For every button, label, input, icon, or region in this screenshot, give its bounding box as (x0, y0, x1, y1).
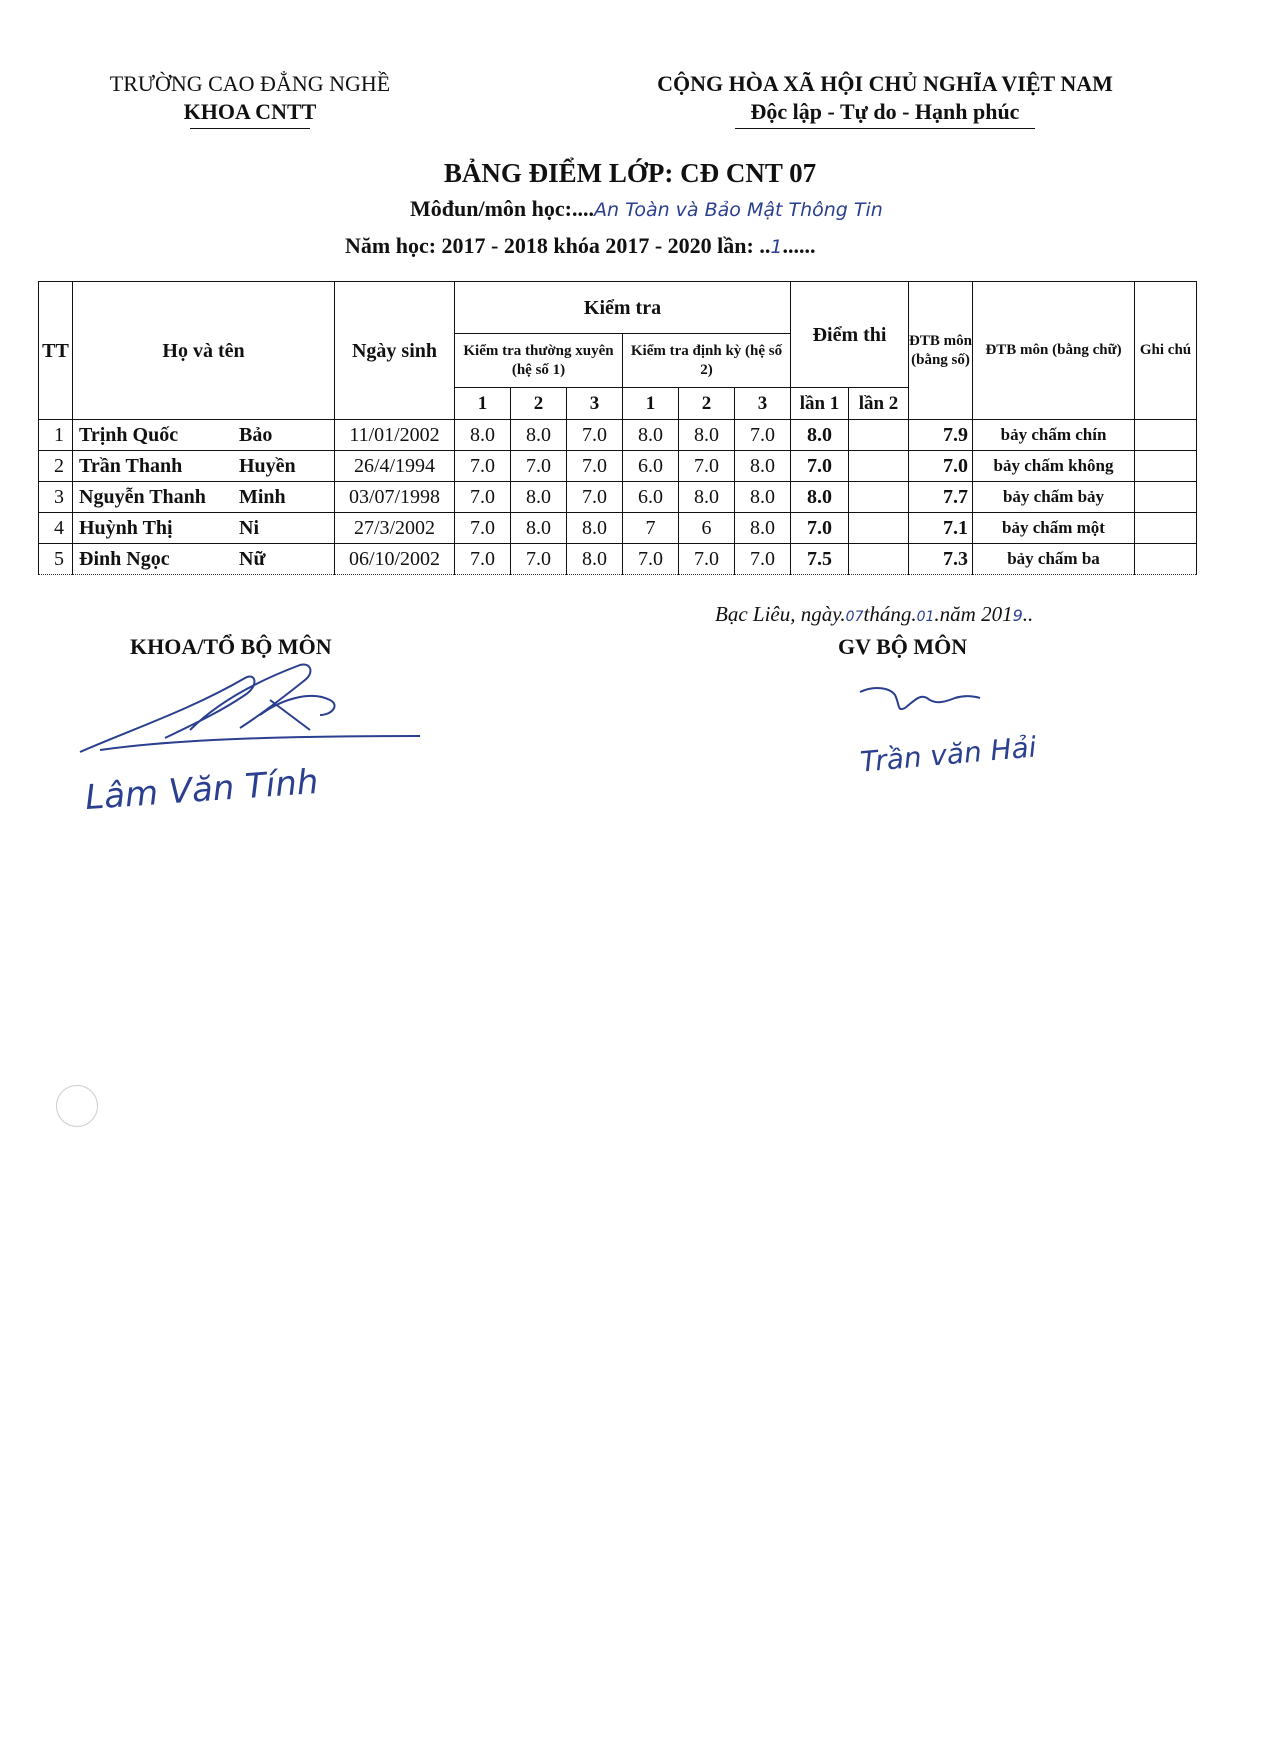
cell-tt: 1 (39, 420, 73, 451)
cell-first-name: Bảo (239, 424, 273, 446)
cell-avg-words: bảy chấm bảy (973, 482, 1135, 513)
module-value: An Toàn và Bảo Mật Thông Tin (593, 199, 883, 221)
cell-p3: 8.0 (735, 451, 791, 482)
year-label: năm 201 (939, 602, 1013, 626)
header-r3: 3 (567, 388, 623, 420)
header-p3: 3 (735, 388, 791, 420)
cell-first-name: Huyền (239, 455, 296, 477)
header-exam: Điểm thi (791, 282, 909, 388)
module-label: Môđun/môn học: (410, 196, 572, 221)
cell-r3: 8.0 (567, 544, 623, 575)
header-dob: Ngày sinh (335, 282, 455, 420)
cell-dob: 03/07/1998 (335, 482, 455, 513)
cell-avg: 7.0 (909, 451, 973, 482)
cell-p3: 8.0 (735, 513, 791, 544)
date-line: Bạc Liêu, ngày.07tháng.01.năm 2019.. (715, 602, 1034, 626)
punch-hole-mark (56, 1085, 98, 1127)
cell-exam1: 7.5 (791, 544, 849, 575)
cell-dob: 06/10/2002 (335, 544, 455, 575)
attempt-value: 1 (770, 236, 783, 258)
cell-avg-words: bảy chấm chín (973, 420, 1135, 451)
cell-avg-words: bảy chấm một (973, 513, 1135, 544)
table-row (39, 420, 1197, 451)
cell-name (73, 482, 335, 513)
cell-p2: 7.0 (679, 451, 735, 482)
cell-p2: 7.0 (679, 544, 735, 575)
left-signature-scribble (70, 660, 430, 770)
cell-avg-words: bảy chấm ba (973, 544, 1135, 575)
cell-dob: 26/4/1994 (335, 451, 455, 482)
cell-last-name: Đinh Ngọc (79, 548, 170, 570)
cell-avg: 7.7 (909, 482, 973, 513)
left-signature-title: KHOA/TỔ BỘ MÔN (130, 634, 332, 659)
motto-underline (735, 128, 1035, 129)
cell-avg: 7.3 (909, 544, 973, 575)
month-label: tháng (863, 602, 912, 626)
cell-p1: 6.0 (623, 451, 679, 482)
table-row (39, 513, 1197, 544)
cell-note (1135, 420, 1197, 451)
right-signature-scribble (855, 680, 985, 720)
cell-r2: 8.0 (511, 513, 567, 544)
header-note: Ghi chú (1135, 282, 1197, 420)
date-prefix: Bạc Liêu, ngày (715, 602, 841, 626)
motto: Độc lập - Tự do - Hạnh phúc (750, 99, 1020, 124)
cell-r1: 7.0 (455, 544, 511, 575)
cell-r1: 8.0 (455, 420, 511, 451)
header-lan1: lần 1 (791, 388, 849, 420)
header-lan2: lần 2 (849, 388, 909, 420)
header-kiem-tra: Kiểm tra (455, 282, 791, 334)
cell-name (73, 544, 335, 575)
cell-tt: 2 (39, 451, 73, 482)
cell-note (1135, 451, 1197, 482)
cell-exam2 (849, 544, 909, 575)
cell-p2: 8.0 (679, 482, 735, 513)
cell-last-name: Nguyễn Thanh (79, 486, 206, 508)
cell-note (1135, 544, 1197, 575)
date-day: 07 (845, 609, 864, 625)
cell-last-name: Trịnh Quốc (79, 424, 179, 446)
header-tt: TT (39, 282, 73, 420)
school-name: TRƯỜNG CAO ĐẲNG NGHỀ (109, 71, 391, 96)
header-name: Họ và tên (73, 282, 335, 420)
header-periodic: Kiểm tra định kỳ (hệ số 2) (623, 334, 791, 388)
cell-p1: 6.0 (623, 482, 679, 513)
cell-tt: 5 (39, 544, 73, 575)
header-regular: Kiểm tra thường xuyên (hệ số 1) (455, 334, 623, 388)
cell-tt: 3 (39, 482, 73, 513)
left-signer-name: Lâm Văn Tính (83, 761, 320, 819)
cell-avg-words: bảy chấm không (973, 451, 1135, 482)
cell-r1: 7.0 (455, 513, 511, 544)
cell-exam1: 8.0 (791, 482, 849, 513)
cell-exam2 (849, 513, 909, 544)
cell-p3: 7.0 (735, 420, 791, 451)
date-year-digit: 9 (1012, 606, 1023, 625)
cell-name (73, 513, 335, 544)
cell-p1: 7.0 (623, 544, 679, 575)
cell-note (1135, 482, 1197, 513)
cell-name (73, 451, 335, 482)
cell-p3: 8.0 (735, 482, 791, 513)
cell-r2: 8.0 (511, 482, 567, 513)
cell-p2: 8.0 (679, 420, 735, 451)
cell-dob: 11/01/2002 (335, 420, 455, 451)
cell-avg: 7.9 (909, 420, 973, 451)
cell-p2: 6 (679, 513, 735, 544)
cell-first-name: Minh (239, 486, 286, 508)
cell-exam2 (849, 420, 909, 451)
header-r2: 2 (511, 388, 567, 420)
cell-p3: 7.0 (735, 544, 791, 575)
cell-last-name: Trần Thanh (79, 455, 183, 477)
header-avg-words: ĐTB môn (bằng chữ) (973, 282, 1135, 420)
cell-tt: 4 (39, 513, 73, 544)
cell-r2: 7.0 (511, 544, 567, 575)
header-r1: 1 (455, 388, 511, 420)
module-line: Môđun/môn học:....An Toàn và Bảo Mật Thông Tin (410, 196, 883, 221)
cell-note (1135, 513, 1197, 544)
header-p2: 2 (679, 388, 735, 420)
cell-r3: 7.0 (567, 451, 623, 482)
grades-table (38, 281, 1197, 575)
header-left (70, 70, 430, 129)
table-row (39, 544, 1197, 575)
cell-r3: 7.0 (567, 420, 623, 451)
cell-exam2 (849, 482, 909, 513)
country-name: CỘNG HÒA XÃ HỘI CHỦ NGHĨA VIỆT NAM (657, 71, 1113, 96)
cell-p1: 8.0 (623, 420, 679, 451)
faculty-name: KHOA CNTT (183, 99, 317, 124)
cell-avg: 7.1 (909, 513, 973, 544)
cell-exam1: 7.0 (791, 451, 849, 482)
cell-r1: 7.0 (455, 482, 511, 513)
cell-first-name: Ni (239, 517, 259, 539)
cell-r3: 7.0 (567, 482, 623, 513)
cell-p1: 7 (623, 513, 679, 544)
cell-r1: 7.0 (455, 451, 511, 482)
right-signer-name: Trần văn Hải (858, 730, 1038, 779)
cell-exam1: 8.0 (791, 420, 849, 451)
right-signature-title: GV BỘ MÔN (838, 634, 968, 659)
cell-r2: 8.0 (511, 420, 567, 451)
cell-r2: 7.0 (511, 451, 567, 482)
table-row (39, 482, 1197, 513)
year-label: Năm học: 2017 - 2018 khóa 2017 - 2020 lần: (345, 233, 754, 258)
header-right (590, 70, 1180, 129)
table-row (39, 451, 1197, 482)
date-month: 01 (916, 609, 935, 625)
cell-first-name: Nữ (239, 548, 266, 570)
cell-name (73, 420, 335, 451)
header-p1: 1 (623, 388, 679, 420)
cell-last-name: Huỳnh Thị (79, 517, 173, 539)
year-line: Năm học: 2017 - 2018 khóa 2017 - 2020 lần: ..1...... (345, 233, 816, 258)
cell-r3: 8.0 (567, 513, 623, 544)
page-title: BẢNG ĐIỂM LỚP: CĐ CNT 07 (443, 158, 817, 188)
cell-exam2 (849, 451, 909, 482)
header-avg-num: ĐTB môn (bằng số) (909, 282, 973, 420)
faculty-underline (190, 128, 310, 129)
cell-dob: 27/3/2002 (335, 513, 455, 544)
cell-exam1: 7.0 (791, 513, 849, 544)
